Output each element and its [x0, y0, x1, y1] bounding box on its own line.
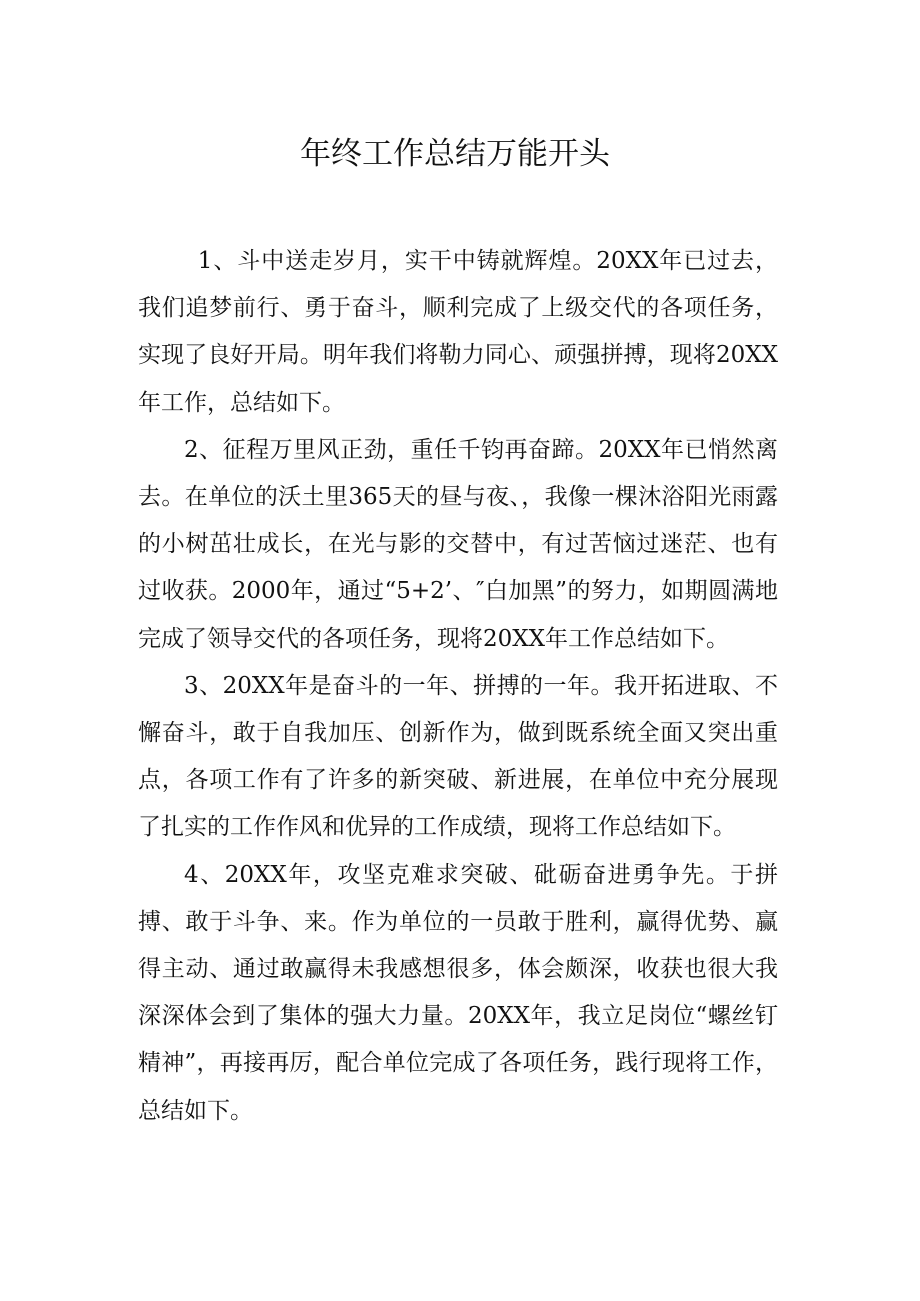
paragraph-1: 1、斗中送走岁月，实干中铸就辉煌。20XX年已过去，我们追梦前行、勇于奋斗，顺利完成了上级交代的各项任务，实现了良好开局。明年我们将勒力同心、顽强拼搏，现将20XX年工作，总结如下。	[138, 248, 778, 416]
paragraph-2: 2、征程万里风正劲，重任千钧再奋蹄。20XX年已悄然离去。在单位的沃土里365天的昼与夜、，我像一棵沐浴阳光雨露的小树茁壮成长，在光与影的交替中，有过苦恼过迷茫、也有过收获。2000年，通过“5+2’、″白加黑”的努力，如期圆满地完成了领导交代的各项任务，现将20XX年工作总结如下。	[138, 436, 778, 652]
paragraph-4: 4、20XX年，攻坚克难求突破、砒砺奋进勇争先。于拼搏、敢于斗争、来。作为单位的一员敢于胜利，赢得优势、赢得主动、通过敢赢得未我感想很多，体会颇深，收获也很大我深深体会到了集体的强大力量。20XX年，我立足岗位“螺丝钉精神”，再接再厉，配合单位完成了各项任务，践行现将工作，总结如下。	[138, 861, 778, 1124]
document-body	[138, 238, 778, 1135]
paragraph-3: 3、20XX年是奋斗的一年、拼搏的一年。我开拓进取、不懈奋斗，敢于自我加压、创新作为，做到既系统全面又突出重点，各项工作有了许多的新突破、新进展，在单位中充分展现了扎实的工作作风和优异的工作成绩，现将工作总结如下。	[138, 672, 778, 841]
document-title: 年终工作总结万能开头	[300, 136, 610, 172]
